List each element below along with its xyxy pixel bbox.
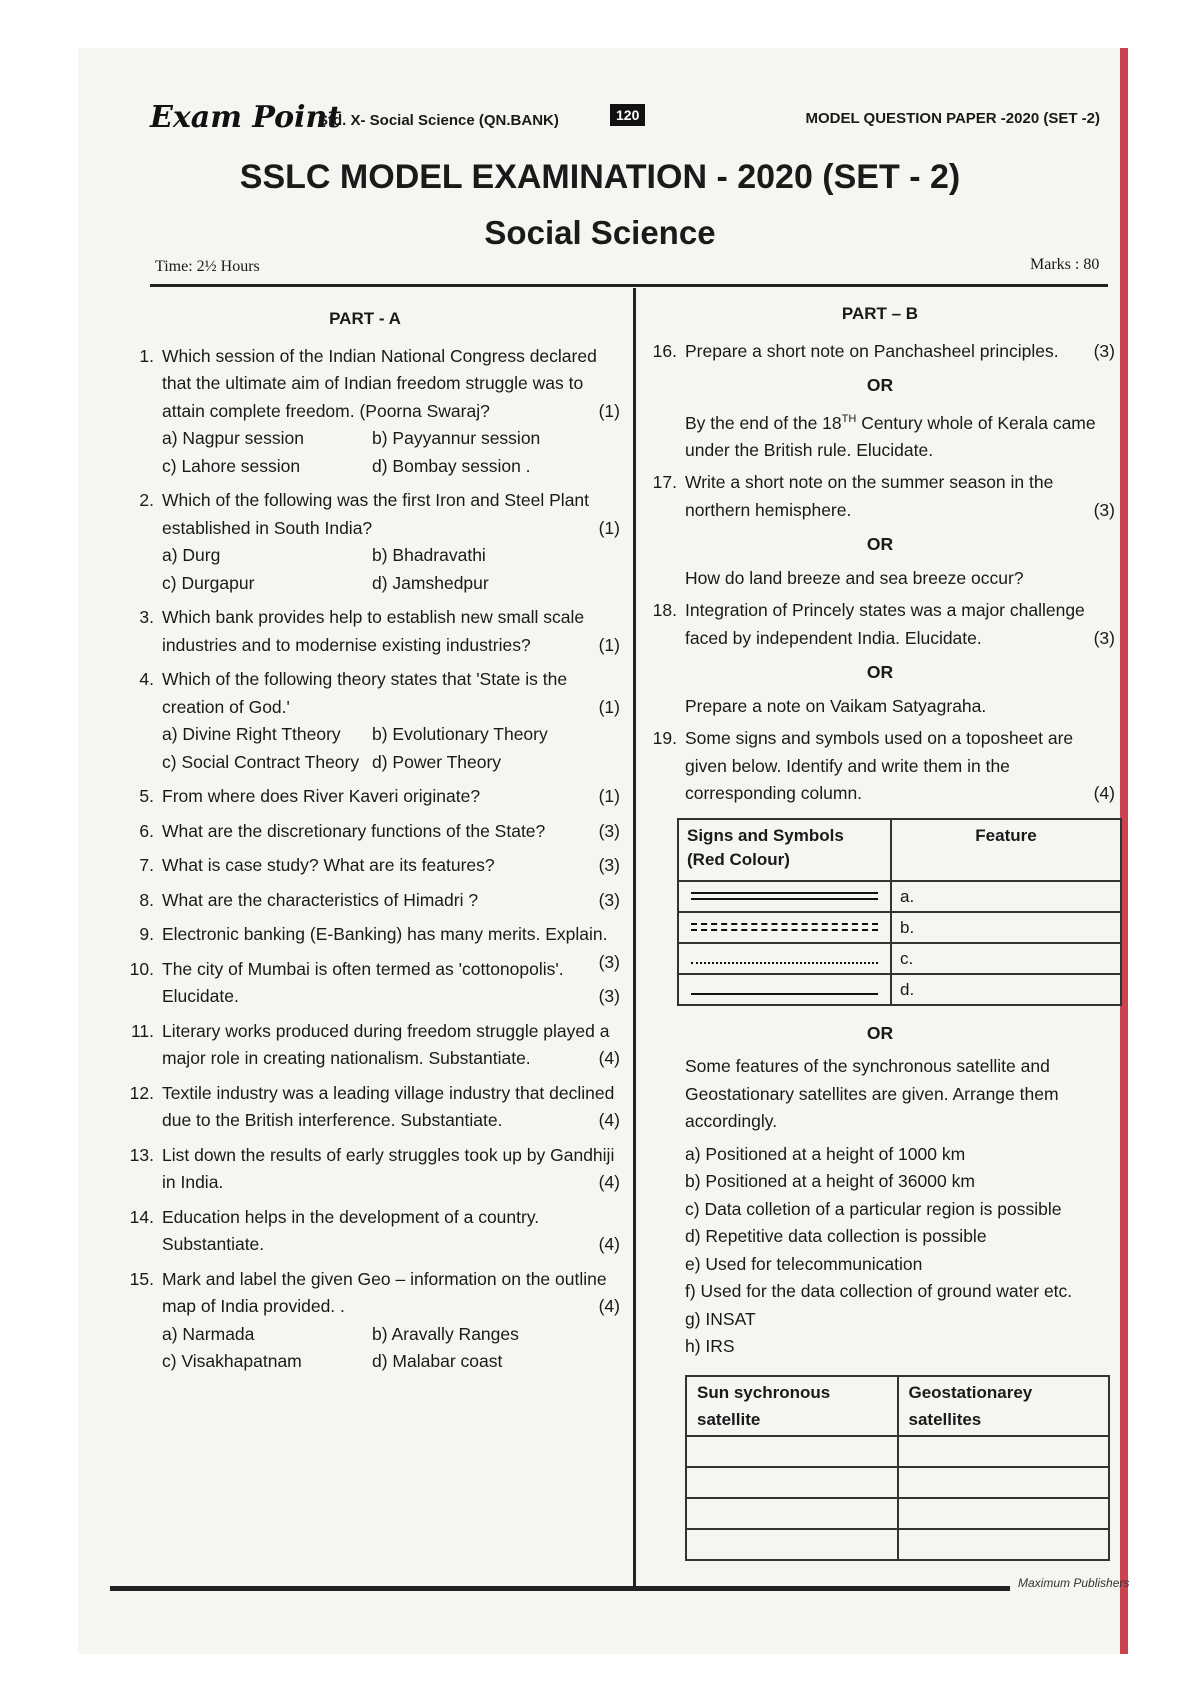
question-text: What are the discretionary functions of the State? [162,820,546,841]
question-number: 10. [129,958,154,979]
question-16-alternative [645,406,1115,465]
part-a-column [110,305,620,1383]
answer-option: c) Social Contract Theory [162,751,360,772]
list-item: a) Positioned at a height of 1000 km [685,1143,966,1164]
answer-option: c) Visakhapatnam [162,1351,302,1371]
table-row [686,1467,1109,1498]
question-text: Some signs and symbols used on a toposheet are given below. Identify and write them in the corresponding column. [685,728,1074,804]
question-15 [110,1266,620,1376]
list-item: h) IRS [685,1336,735,1357]
question-19-alternative: Some features of the synchronous satellite and Geostationary satellites are given. Arrange them accordingly. [685,1056,1059,1132]
question-17 [645,469,1115,524]
question-text: Integration of Princely states was a major challenge faced by independent India. Elucidate. [685,600,1085,648]
answer-options [162,1321,620,1376]
symbol-double-line [678,881,891,912]
question-number: 8. [139,889,154,910]
question-marks: (1) [598,517,620,538]
question-10 [110,956,620,1011]
question-text: Literary works produced during freedom struggle played a major role in creating nationalism. Substantiate. [162,1020,610,1068]
table-row [678,881,1121,912]
question-marks: (1) [598,786,620,806]
total-marks: Marks : 80 [1030,256,1100,273]
question-marks: (3) [598,889,620,910]
table-header-geostationary: Geostationarey satellites [898,1376,1110,1436]
or-label: OR [866,375,894,395]
part-a-questions [110,343,620,1376]
question-number: 3. [139,607,154,627]
question-marks: (3) [598,855,620,875]
question-number: 15. [129,1268,154,1289]
question-4 [110,666,620,776]
table-row [678,974,1121,1005]
list-item: c) Data colletion of a particular region is possible [685,1198,1062,1219]
answer-option: b) Bhadravathi [372,545,486,565]
table-row [678,943,1121,974]
question-3 [110,604,620,659]
alt-text-end: Century whole of Kerala came under the British rule. Elucidate. [685,412,1096,460]
question-marks: (3) [1093,627,1115,648]
question-marks: (3) [598,986,620,1006]
symbol-dashed-double-line [678,912,891,943]
page-header [150,100,1100,135]
question-number: 13. [129,1144,154,1165]
feature-cell: c. [891,943,1121,974]
question-17-alternative: How do land breeze and sea breeze occur? [685,567,1024,588]
question-number: 19. [652,728,677,749]
paper-label: MODEL QUESTION PAPER -2020 (SET -2) [805,110,1100,127]
question-marks: (3) [1093,499,1115,520]
question-marks: (4) [598,1172,620,1192]
list-item: g) INSAT [685,1308,756,1329]
or-label: OR [866,1022,894,1043]
question-number: 1. [139,345,154,366]
table-row [686,1529,1109,1560]
question-18 [645,597,1115,652]
answer-option: d) Bombay session . [372,455,531,476]
table-row [686,1436,1109,1467]
question-marks: (3) [1093,340,1115,361]
question-number: 17. [652,472,677,493]
exam-title: SSLC MODEL EXAMINATION - 2020 (SET - 2) [239,158,961,196]
table-row [678,912,1121,943]
time-allowed: Time: 2½ Hours [155,258,260,275]
question-marks: (3) [598,951,620,972]
question-number: 4. [139,669,154,689]
part-b-column [645,300,1115,1561]
question-18-alternative: Prepare a note on Vaikam Satyagraha. [685,695,987,716]
question-text: Which session of the Indian National Congress declared that the ultimate aim of Indian freedom struggle was to attain complete freedom. (Poorna Swaraj? [162,345,597,421]
question-text: Write a short note on the summer season in the northern hemisphere. [685,472,1054,520]
page-number: 120 [610,104,645,126]
part-b-heading: PART – B [841,304,919,323]
question-number: 11. [130,1020,154,1041]
question-number: 6. [139,820,154,841]
column-divider [633,288,636,1588]
question-5 [110,783,620,811]
publisher-imprint: Maximum Publishers [1018,1576,1130,1590]
question-marks: (4) [598,1234,620,1254]
answer-option: d) Power Theory [372,751,502,772]
answer-option: a) Narmada [162,1323,255,1344]
question-text: Textile industry was a leading village industry that declined due to the British interference. Substantiate. [162,1082,615,1130]
header-divider [150,284,1108,287]
question-number: 7. [139,855,154,875]
question-number: 12. [129,1082,154,1103]
part-a-heading: PART - A [329,309,401,328]
table-header-sun-synchronous: Sun sychronous satellite [686,1376,898,1436]
answer-option: a) Durg [162,545,221,565]
satellite-table [685,1375,1110,1561]
symbol-dotted-line [678,943,891,974]
list-item: f) Used for the data collection of ground water etc. [685,1281,1073,1302]
question-11 [110,1018,620,1073]
question-number: 2. [139,490,154,510]
question-text: Which of the following was the first Iron and Steel Plant established in South India? [162,490,590,538]
answer-option: b) Aravally Ranges [372,1323,519,1344]
answer-option: c) Durgapur [162,572,255,593]
question-number: 5. [139,786,154,806]
question-8 [110,887,620,915]
symbol-solid-line [678,974,891,1005]
feature-cell: b. [891,912,1121,943]
question-number: 18. [652,600,677,621]
answer-option: b) Evolutionary Theory [372,724,548,744]
signs-symbols-table [677,818,1122,1006]
question-19 [645,725,1115,808]
answer-options [162,721,620,776]
question-number: 14. [129,1206,154,1227]
question-marks: (1) [598,634,620,655]
question-text: From where does River Kaveri originate? [162,786,481,806]
question-text: What are the characteristics of Himadri ? [162,889,479,910]
question-16 [645,338,1115,366]
feature-cell: d. [891,974,1121,1005]
question-13 [110,1142,620,1197]
satellite-feature-list [645,1141,1115,1361]
question-7 [110,852,620,880]
answer-option: d) Malabar coast [372,1351,503,1371]
question-marks: (4) [598,1110,620,1130]
question-marks: (1) [598,696,620,717]
question-6 [110,818,620,846]
answer-option: d) Jamshedpur [372,572,489,593]
alt-text-start: By the end of the 18 [685,412,842,433]
answer-options [162,542,620,597]
answer-option: a) Nagpur session [162,428,305,448]
question-2 [110,487,620,597]
question-1 [110,343,620,481]
or-label: OR [866,534,894,555]
list-item: d) Repetitive data collection is possible [685,1226,987,1247]
answer-options [162,425,620,480]
answer-option: b) Payyannur session [372,428,541,448]
question-marks: (3) [598,820,620,841]
question-text: Education helps in the development of a country. Substantiate. [162,1206,540,1254]
table-header-signs: Signs and Symbols (Red Colour) [678,819,891,881]
answer-option: c) Lahore session [162,455,301,476]
question-text: Mark and label the given Geo – information on the outline map of India provided. . [162,1268,607,1316]
question-number: 9. [139,924,154,944]
standard-label: Std. X- Social Science (QN.BANK) [318,112,559,129]
question-14 [110,1204,620,1259]
question-number: 16. [652,340,677,361]
feature-cell: a. [891,881,1121,912]
question-marks: (4) [1093,783,1115,804]
question-12 [110,1080,620,1135]
question-marks: (4) [598,1296,620,1316]
list-item: e) Used for telecommunication [685,1253,923,1274]
list-item: b) Positioned at a height of 36000 km [685,1171,975,1192]
question-text: Which of the following theory states that 'State is the creation of God.' [162,669,568,717]
table-header-feature: Feature [891,819,1121,881]
question-text: Prepare a short note on Panchasheel principles. [685,340,1059,361]
subject-title: Social Science [484,214,716,251]
question-text: Electronic banking (E-Banking) has many merits. Explain. [162,924,608,944]
question-text: The city of Mumbai is often termed as 'cottonopolis'. Elucidate. [162,958,564,1006]
superscript-th: TH [841,412,857,425]
or-label: OR [866,662,894,683]
question-text: What is case study? What are its features? [162,855,495,875]
question-marks: (1) [598,400,620,421]
question-text: List down the results of early struggles took up by Gandhiji in India. [162,1144,615,1192]
table-row [686,1498,1109,1529]
question-marks: (4) [598,1048,620,1068]
question-text: Which bank provides help to establish new small scale industries and to modernise existing industries? [162,607,585,655]
publisher-logo: Exam Point [150,100,342,135]
answer-option: a) Divine Right Ttheory [162,724,341,744]
footer-rule [110,1586,1010,1591]
